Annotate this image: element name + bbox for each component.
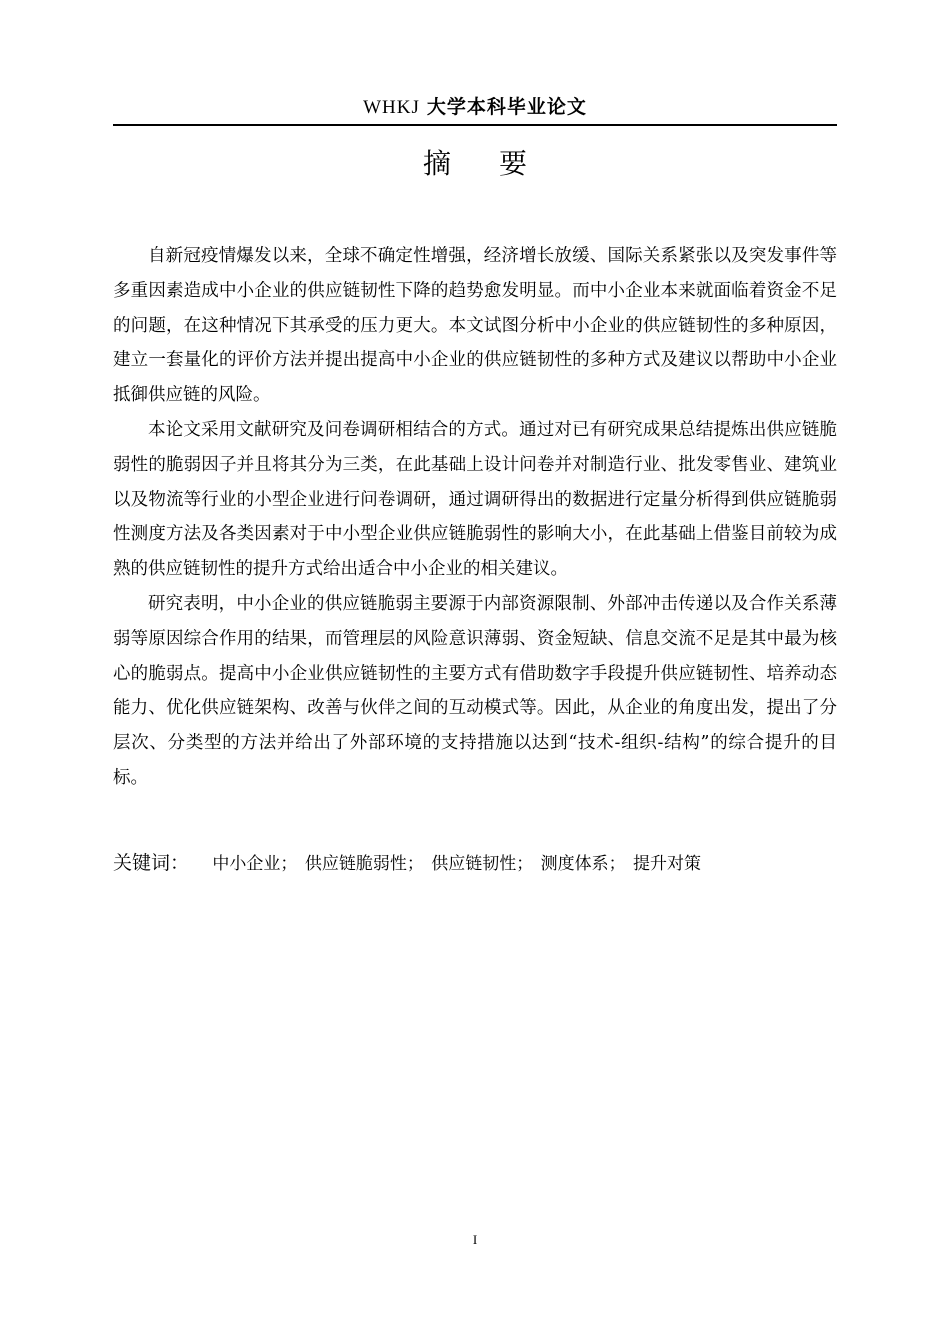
header-school-prefix: WHKJ xyxy=(363,97,420,118)
abstract-title: 摘要 xyxy=(422,147,575,180)
abstract-paragraph-1: 自新冠疫情爆发以来，全球不确定性增强，经济增长放缓、国际关系紧张以及突发事件等多重因素造成中小企业的供应链韧性下降的趋势愈发明显。而中小企业本来就面临着资金不足的问题，在这种情况下其承受的压力更大。本文试图分析中小企业的供应链韧性的多种原因，建立一套量化的评价方法并提出提高中小企业的供应链韧性的多种方式及建议以帮助中小企业抵御供应链的风险。 xyxy=(113,246,837,406)
keyword-item: 提升对策 xyxy=(633,854,702,874)
keyword-item: 测度体系； xyxy=(540,854,626,874)
keywords-line xyxy=(113,846,837,881)
keyword-item: 供应链脆弱性； xyxy=(304,854,424,874)
keyword-item: 供应链韧性； xyxy=(431,854,534,874)
abstract-body xyxy=(113,239,837,796)
abstract-paragraph-2: 本论文采用文献研究及问卷调研相结合的方式。通过对已有研究成果总结提炼出供应链脆弱性的脆弱因子并且将其分为三类，在此基础上设计问卷并对制造行业、批发零售业、建筑业以及物流等行业的小型企业进行问卷调研，通过调研得出的数据进行定量分析得到供应链脆弱性测度方法及各类因素对于中小型企业供应链脆弱性的影响大小，在此基础上借鉴目前较为成熟的供应链韧性的提升方式给出适合中小企业的相关建议。 xyxy=(113,419,837,580)
abstract-paragraph-3: 研究表明，中小企业的供应链脆弱主要源于内部资源限制、外部冲击传递以及合作关系薄弱等原因综合作用的结果，而管理层的风险意识薄弱、资金短缺、信息交流不足是其中最为核心的脆弱点。提高中小企业供应链韧性的主要方式有借助数字手段提升供应链韧性、培养动态能力、优化供应链架构、改善与伙伴之间的互动模式等。因此，从企业的角度出发，提出了分层次、分类型的方法并给出了外部环境的支持措施以达到“技术-组织-结构”的综合提升的目标。 xyxy=(113,593,837,788)
page-number: I xyxy=(472,1232,478,1247)
keyword-item: 中小企业； xyxy=(212,854,298,874)
header-title: 大学本科毕业论文 xyxy=(426,96,587,118)
running-header xyxy=(113,92,837,126)
keywords-label: 关键词： xyxy=(113,852,190,874)
